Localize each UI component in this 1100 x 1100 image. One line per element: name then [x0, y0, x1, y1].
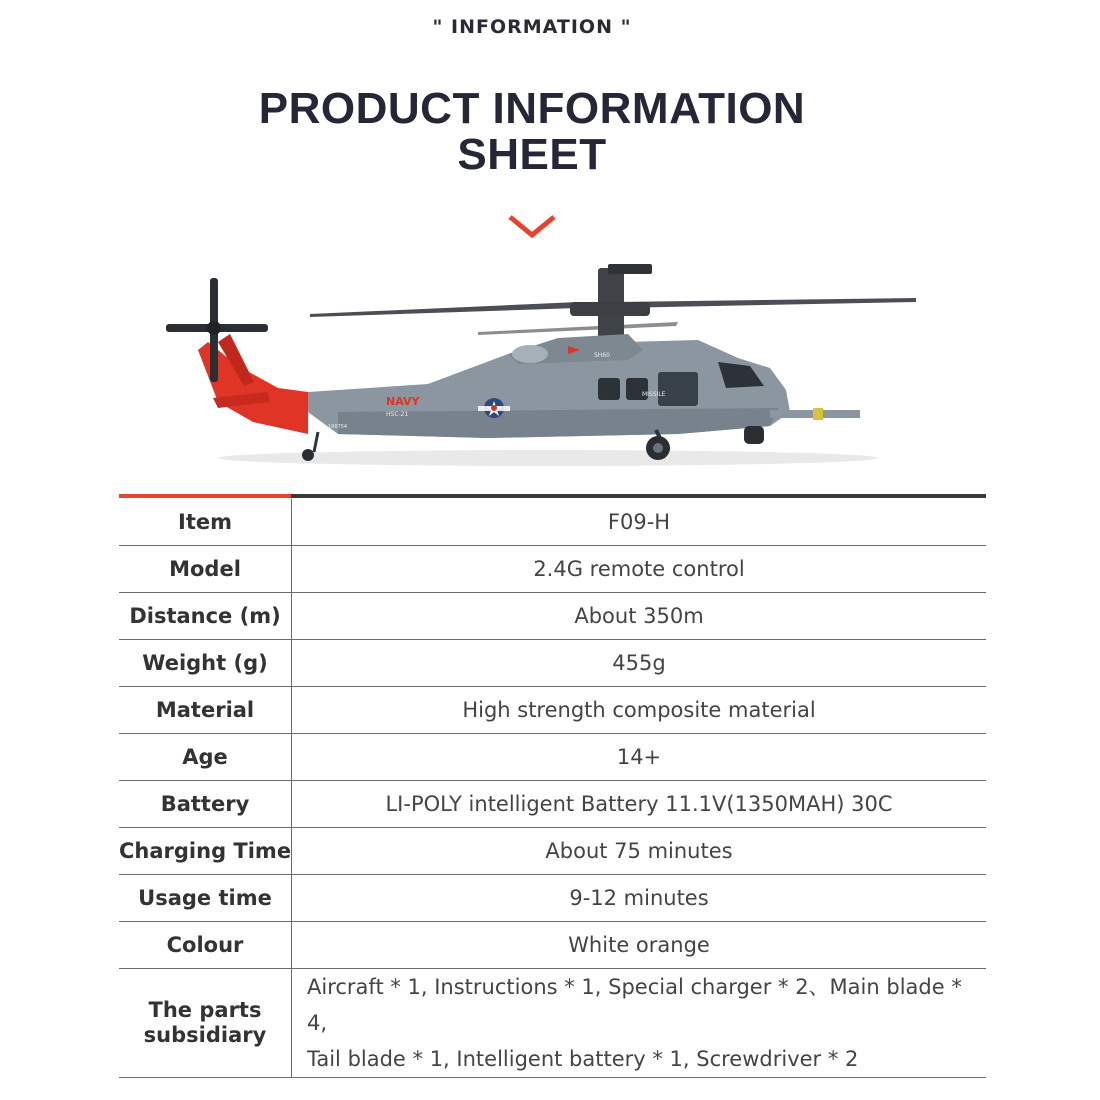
page-title [0, 86, 1064, 178]
spec-label: Colour [119, 922, 292, 969]
parts-label-line-2: subsidiary [143, 1023, 267, 1047]
parts-value-line-2: Tail blade * 1, Intelligent battery * 1, Screwdriver * 2 [307, 1047, 859, 1071]
spec-value: 14+ [292, 734, 987, 781]
section-kicker: " INFORMATION " [432, 16, 632, 38]
table-row [119, 875, 986, 922]
table-top-accent [119, 494, 291, 498]
spec-value: About 350m [292, 593, 987, 640]
spec-value: 9-12 minutes [292, 875, 987, 922]
title-line-2: SHEET [457, 130, 607, 179]
parts-value [292, 969, 987, 1078]
spec-value: White orange [292, 922, 987, 969]
spec-label: Weight (g) [119, 640, 292, 687]
spec-value: High strength composite material [292, 687, 987, 734]
spec-label: Usage time [119, 875, 292, 922]
spec-label: Distance (m) [119, 593, 292, 640]
marking-service: NAVY [386, 395, 420, 408]
parts-value-line-1: Aircraft * 1, Instructions * 1, Special charger * 2、Main blade * 4, [307, 975, 962, 1035]
spec-value: LI-POLY intelligent Battery 11.1V(1350MAH) 30C [292, 781, 987, 828]
spec-label: Age [119, 734, 292, 781]
marking-serial: 166754 [328, 424, 348, 430]
marking-missile: MISSILE [642, 391, 666, 398]
helicopter-illustration [158, 262, 928, 474]
chevron-down-icon [507, 212, 557, 240]
parts-label-line-1: The parts [148, 998, 262, 1022]
spec-table [119, 499, 986, 1078]
spec-label: Battery [119, 781, 292, 828]
spec-label: Material [119, 687, 292, 734]
marking-squadron: HSC-21 [386, 411, 409, 418]
spec-value: 455g [292, 640, 987, 687]
table-row [119, 781, 986, 828]
marking-type: SH60 [594, 352, 610, 359]
spec-value: F09-H [292, 499, 987, 546]
parts-label [119, 969, 292, 1078]
table-row [119, 828, 986, 875]
spec-label: Item [119, 499, 292, 546]
spec-value: About 75 minutes [292, 828, 987, 875]
spec-label: Charging Time [119, 828, 292, 875]
title-line-1: PRODUCT INFORMATION [258, 84, 806, 133]
table-row [119, 640, 986, 687]
table-row-parts [119, 969, 986, 1078]
table-row [119, 687, 986, 734]
table-row [119, 546, 986, 593]
table-row [119, 593, 986, 640]
spec-label: Model [119, 546, 292, 593]
table-row [119, 922, 986, 969]
table-row [119, 734, 986, 781]
table-row [119, 499, 986, 546]
spec-value: 2.4G remote control [292, 546, 987, 593]
